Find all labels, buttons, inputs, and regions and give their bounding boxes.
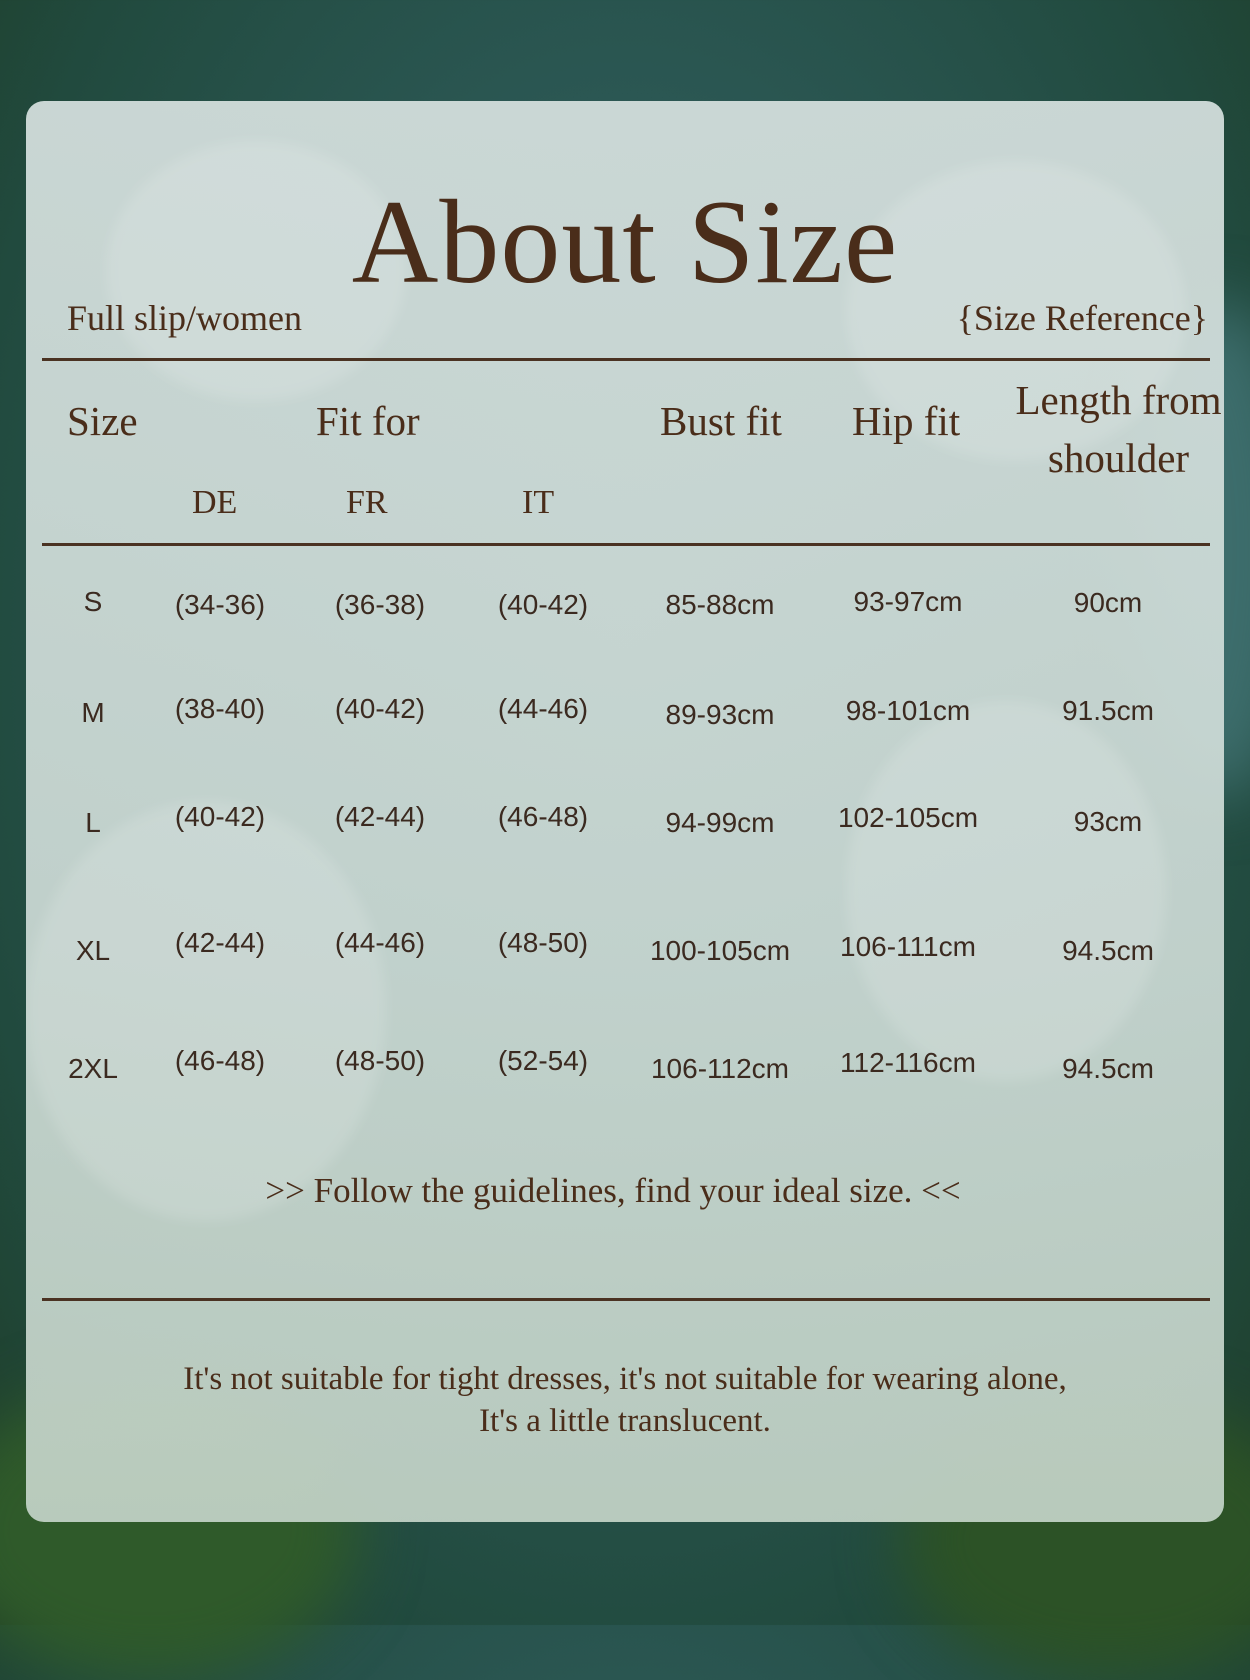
hip-cell: 112-116cm [840, 1047, 976, 1078]
size-chart-card [26, 101, 1224, 1522]
reference-label: {Size Reference} [956, 298, 1208, 338]
fr-cell: (44-46) [334, 927, 426, 958]
hip-cell: 106-111cm [840, 931, 976, 962]
background-decoration [846, 701, 1166, 1081]
de-cell: (46-48) [174, 1045, 266, 1076]
note-line-1: It's not suitable for tight dresses, it's not suitable for wearing alone, [183, 1361, 1067, 1397]
de-cell: (34-36) [174, 589, 266, 620]
size-cell: S [83, 586, 103, 617]
length-cell: 90cm [1073, 587, 1143, 618]
fr-cell: (40-42) [334, 693, 426, 724]
fr-cell: (42-44) [334, 801, 426, 832]
it-cell: (48-50) [497, 927, 589, 958]
product-label: Full slip/women [67, 298, 303, 338]
it-cell: (46-48) [497, 801, 589, 832]
de-cell: (40-42) [174, 801, 266, 832]
fr-subheader: FR [346, 484, 388, 521]
length-header-line1: Length from [1015, 377, 1222, 423]
de-cell: (38-40) [174, 693, 266, 724]
it-subheader: IT [522, 484, 555, 521]
length-cell: 91.5cm [1062, 695, 1154, 726]
hip-column-header: Hip fit [852, 398, 961, 444]
fr-cell: (48-50) [334, 1045, 426, 1076]
size-cell: XL [75, 935, 111, 966]
page-title: About Size [351, 175, 899, 308]
size-cell: M [81, 697, 105, 728]
header-top-divider [42, 358, 1210, 361]
size-cell: 2XL [68, 1053, 118, 1084]
de-subheader: DE [192, 484, 238, 521]
fr-cell: (36-38) [334, 589, 426, 620]
length-cell: 93cm [1073, 806, 1143, 837]
bust-cell: 85-88cm [665, 589, 775, 620]
notes-block [26, 1358, 1224, 1442]
note-line-2: It's a little translucent. [479, 1403, 771, 1439]
de-cell: (42-44) [174, 927, 266, 958]
hip-cell: 98-101cm [845, 695, 971, 726]
bust-cell: 106-112cm [650, 1053, 789, 1084]
size-column-header: Size [67, 398, 138, 444]
length-header-line2: shoulder [1047, 435, 1190, 481]
guideline-text: >> Follow the guidelines, find your ideal size. << [265, 1171, 961, 1210]
footer-divider [42, 1298, 1210, 1301]
bust-cell: 100-105cm [649, 935, 791, 966]
bust-cell: 89-93cm [665, 699, 775, 730]
length-column-header [1006, 371, 1224, 487]
bust-column-header: Bust fit [660, 398, 782, 444]
hip-cell: 102-105cm [837, 802, 979, 833]
length-cell: 94.5cm [1062, 935, 1154, 966]
length-cell: 94.5cm [1062, 1053, 1154, 1084]
size-cell: L [85, 807, 101, 838]
hip-cell: 93-97cm [853, 586, 963, 617]
fit-for-column-header: Fit for [316, 398, 420, 444]
bust-cell: 94-99cm [665, 807, 775, 838]
it-cell: (40-42) [497, 589, 589, 620]
header-bottom-divider [42, 543, 1210, 546]
it-cell: (44-46) [497, 693, 589, 724]
background-decoration [26, 801, 386, 1221]
it-cell: (52-54) [497, 1045, 589, 1076]
